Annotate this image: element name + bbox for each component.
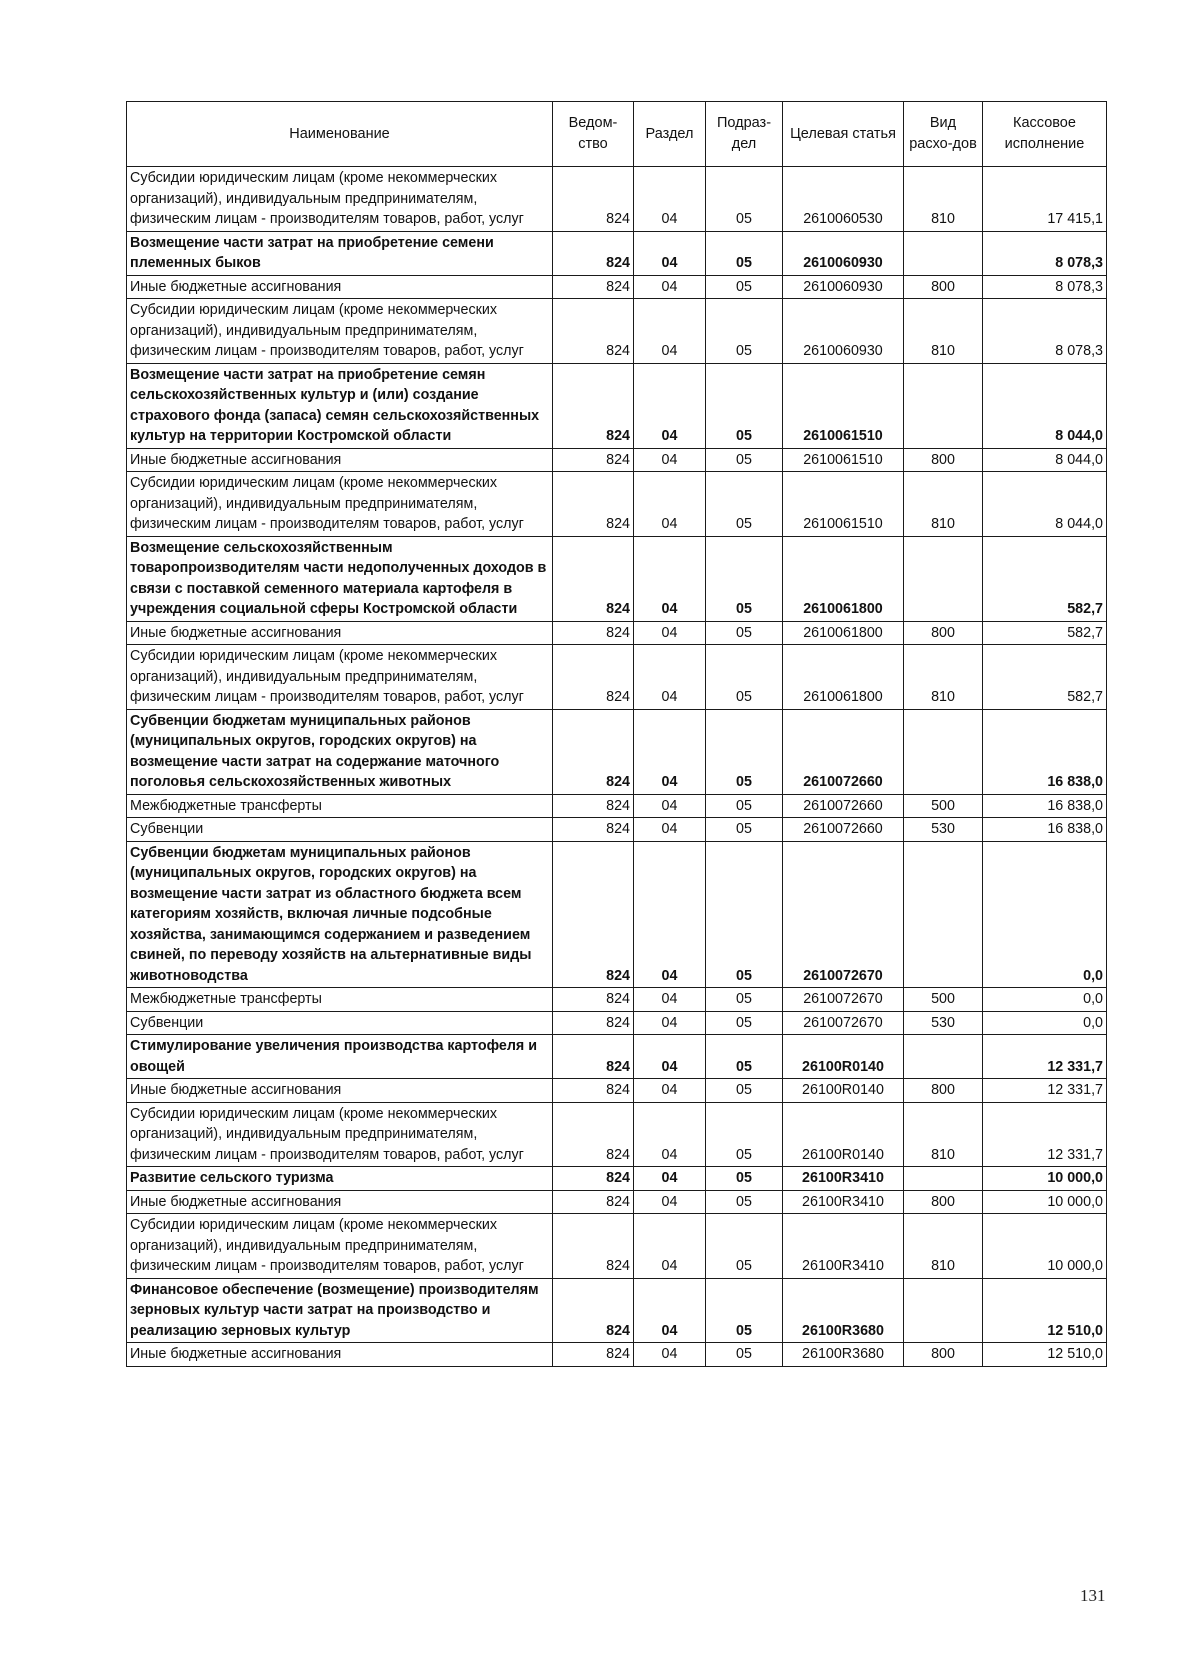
cell-kassovoe-ispolnenie: 16 838,0 [983,818,1107,842]
cell-vedomstvo: 824 [553,1190,634,1214]
cell-kassovoe-ispolnenie: 12 331,7 [983,1079,1107,1103]
cell-razdel: 04 [634,299,706,364]
cell-kassovoe-ispolnenie: 8 078,3 [983,299,1107,364]
cell-vid-rashodov: 810 [904,1214,983,1279]
table-row [127,167,1107,232]
cell-razdel: 04 [634,231,706,275]
cell-kassovoe-ispolnenie: 12 510,0 [983,1343,1107,1367]
cell-name: Возмещение части затрат на приобретение семени племенных быков [127,231,553,275]
cell-vedomstvo: 824 [553,363,634,448]
cell-name: Субсидии юридическим лицам (кроме некоммерческих организаций), индивидуальным предпринимателям, физическим лицам - производителям товаров, работ, услуг [127,1102,553,1167]
cell-podrazdel: 05 [706,275,783,299]
cell-name: Субвенции [127,1011,553,1035]
cell-celevaya-statya: 2610072670 [783,1011,904,1035]
table-row [127,1190,1107,1214]
cell-razdel: 04 [634,794,706,818]
cell-vid-rashodov: 810 [904,299,983,364]
cell-kassovoe-ispolnenie: 0,0 [983,988,1107,1012]
cell-kassovoe-ispolnenie: 582,7 [983,536,1107,621]
cell-podrazdel: 05 [706,1167,783,1191]
cell-podrazdel: 05 [706,1102,783,1167]
cell-kassovoe-ispolnenie: 8 078,3 [983,231,1107,275]
cell-vedomstvo: 824 [553,988,634,1012]
cell-vid-rashodov: 800 [904,448,983,472]
cell-podrazdel: 05 [706,1343,783,1367]
header-vid-rashodov: Вид расхо-дов [904,102,983,167]
cell-razdel: 04 [634,1190,706,1214]
cell-vedomstvo: 824 [553,167,634,232]
table-row [127,1343,1107,1367]
table-row [127,1214,1107,1279]
cell-vedomstvo: 824 [553,1278,634,1343]
cell-vedomstvo: 824 [553,794,634,818]
cell-kassovoe-ispolnenie: 582,7 [983,621,1107,645]
cell-kassovoe-ispolnenie: 10 000,0 [983,1214,1107,1279]
cell-kassovoe-ispolnenie: 12 331,7 [983,1035,1107,1079]
cell-celevaya-statya: 26100R0140 [783,1035,904,1079]
cell-podrazdel: 05 [706,231,783,275]
cell-podrazdel: 05 [706,1035,783,1079]
cell-celevaya-statya: 2610061510 [783,448,904,472]
table-row [127,988,1107,1012]
cell-podrazdel: 05 [706,818,783,842]
cell-name: Иные бюджетные ассигнования [127,1079,553,1103]
cell-name: Субсидии юридическим лицам (кроме некоммерческих организаций), индивидуальным предпринимателям, физическим лицам - производителям товаров, работ, услуг [127,1214,553,1279]
cell-razdel: 04 [634,1079,706,1103]
cell-vid-rashodov [904,841,983,988]
cell-razdel: 04 [634,1035,706,1079]
cell-vedomstvo: 824 [553,231,634,275]
cell-vedomstvo: 824 [553,1214,634,1279]
cell-podrazdel: 05 [706,841,783,988]
cell-kassovoe-ispolnenie: 12 510,0 [983,1278,1107,1343]
cell-celevaya-statya: 26100R3410 [783,1190,904,1214]
table-row [127,448,1107,472]
cell-podrazdel: 05 [706,448,783,472]
cell-podrazdel: 05 [706,1011,783,1035]
table-header-row [127,102,1107,167]
header-kassovoe-ispolnenie: Кассовое исполнение [983,102,1107,167]
cell-vedomstvo: 824 [553,645,634,710]
table-row [127,536,1107,621]
cell-razdel: 04 [634,536,706,621]
cell-name: Стимулирование увеличения производства картофеля и овощей [127,1035,553,1079]
cell-razdel: 04 [634,1102,706,1167]
cell-name: Субвенции бюджетам муниципальных районов (муниципальных округов, городских округов) на возмещение части затрат из областного бюджета всем категориям хозяйств, включая личные подсобные хозяйства, занимающимся содержанием и разведением свиней, по переводу хозяйств на альтернативные виды животноводства [127,841,553,988]
table-row [127,1035,1107,1079]
cell-name: Межбюджетные трансферты [127,794,553,818]
cell-razdel: 04 [634,645,706,710]
cell-celevaya-statya: 26100R0140 [783,1079,904,1103]
cell-celevaya-statya: 2610061800 [783,536,904,621]
cell-vid-rashodov: 500 [904,988,983,1012]
cell-vid-rashodov: 530 [904,818,983,842]
page-number: 131 [1080,1586,1106,1605]
cell-name: Субсидии юридическим лицам (кроме некоммерческих организаций), индивидуальным предпринимателям, физическим лицам - производителям товаров, работ, услуг [127,299,553,364]
table-row [127,231,1107,275]
cell-celevaya-statya: 2610060930 [783,231,904,275]
cell-razdel: 04 [634,363,706,448]
cell-podrazdel: 05 [706,645,783,710]
cell-name: Иные бюджетные ассигнования [127,275,553,299]
cell-kassovoe-ispolnenie: 12 331,7 [983,1102,1107,1167]
cell-vid-rashodov: 800 [904,1190,983,1214]
cell-celevaya-statya: 2610072670 [783,841,904,988]
cell-vid-rashodov: 810 [904,167,983,232]
cell-name: Субсидии юридическим лицам (кроме некоммерческих организаций), индивидуальным предпринимателям, физическим лицам - производителям товаров, работ, услуг [127,167,553,232]
cell-celevaya-statya: 2610061800 [783,645,904,710]
cell-kassovoe-ispolnenie: 16 838,0 [983,709,1107,794]
cell-kassovoe-ispolnenie: 8 044,0 [983,472,1107,537]
cell-vedomstvo: 824 [553,709,634,794]
cell-celevaya-statya: 2610060930 [783,299,904,364]
cell-razdel: 04 [634,1278,706,1343]
cell-vedomstvo: 824 [553,1079,634,1103]
cell-vid-rashodov [904,709,983,794]
table-row [127,1167,1107,1191]
cell-celevaya-statya: 2610061800 [783,621,904,645]
cell-kassovoe-ispolnenie: 16 838,0 [983,794,1107,818]
cell-celevaya-statya: 26100R3410 [783,1214,904,1279]
table-row [127,818,1107,842]
cell-razdel: 04 [634,1343,706,1367]
table-row [127,472,1107,537]
cell-name: Субсидии юридическим лицам (кроме некоммерческих организаций), индивидуальным предпринимателям, физическим лицам - производителям товаров, работ, услуг [127,645,553,710]
cell-razdel: 04 [634,621,706,645]
cell-vedomstvo: 824 [553,536,634,621]
cell-vedomstvo: 824 [553,1035,634,1079]
cell-name: Иные бюджетные ассигнования [127,1343,553,1367]
cell-razdel: 04 [634,988,706,1012]
cell-vid-rashodov: 800 [904,1343,983,1367]
cell-podrazdel: 05 [706,167,783,232]
cell-vedomstvo: 824 [553,1167,634,1191]
cell-celevaya-statya: 2610072670 [783,988,904,1012]
header-vedomstvo: Ведом-ство [553,102,634,167]
cell-podrazdel: 05 [706,1190,783,1214]
cell-kassovoe-ispolnenie: 10 000,0 [983,1167,1107,1191]
table-row [127,299,1107,364]
cell-celevaya-statya: 2610060930 [783,275,904,299]
table-row [127,1278,1107,1343]
cell-razdel: 04 [634,841,706,988]
cell-name: Межбюджетные трансферты [127,988,553,1012]
cell-celevaya-statya: 26100R3680 [783,1343,904,1367]
cell-kassovoe-ispolnenie: 582,7 [983,645,1107,710]
cell-kassovoe-ispolnenie: 8 044,0 [983,448,1107,472]
cell-vid-rashodov: 810 [904,472,983,537]
cell-name: Иные бюджетные ассигнования [127,448,553,472]
cell-vid-rashodov: 800 [904,275,983,299]
table-row [127,1102,1107,1167]
cell-vid-rashodov: 530 [904,1011,983,1035]
cell-kassovoe-ispolnenie: 8 044,0 [983,363,1107,448]
cell-podrazdel: 05 [706,1278,783,1343]
cell-kassovoe-ispolnenie: 17 415,1 [983,167,1107,232]
cell-name: Возмещение части затрат на приобретение семян сельскохозяйственных культур и (или) создание страхового фонда (запаса) семян сельскохозяйственных культур на территории Костромской области [127,363,553,448]
cell-name: Субвенции бюджетам муниципальных районов (муниципальных округов, городских округов) на возмещение части затрат на содержание маточного поголовья сельскохозяйственных животных [127,709,553,794]
cell-celevaya-statya: 2610072660 [783,709,904,794]
table-row [127,709,1107,794]
cell-vid-rashodov: 810 [904,1102,983,1167]
cell-vedomstvo: 824 [553,1343,634,1367]
cell-name: Иные бюджетные ассигнования [127,1190,553,1214]
cell-vedomstvo: 824 [553,472,634,537]
cell-vedomstvo: 824 [553,1011,634,1035]
cell-razdel: 04 [634,448,706,472]
cell-name: Иные бюджетные ассигнования [127,621,553,645]
cell-kassovoe-ispolnenie: 8 078,3 [983,275,1107,299]
cell-podrazdel: 05 [706,1214,783,1279]
cell-podrazdel: 05 [706,472,783,537]
cell-vedomstvo: 824 [553,448,634,472]
cell-celevaya-statya: 26100R3680 [783,1278,904,1343]
cell-celevaya-statya: 2610061510 [783,363,904,448]
header-podrazdel: Подраз-дел [706,102,783,167]
header-name: Наименование [127,102,553,167]
cell-vid-rashodov: 500 [904,794,983,818]
cell-vedomstvo: 824 [553,818,634,842]
cell-vid-rashodov [904,363,983,448]
cell-vid-rashodov [904,536,983,621]
table-row [127,621,1107,645]
cell-razdel: 04 [634,709,706,794]
cell-name: Развитие сельского туризма [127,1167,553,1191]
cell-podrazdel: 05 [706,363,783,448]
cell-name: Субвенции [127,818,553,842]
cell-razdel: 04 [634,1011,706,1035]
cell-celevaya-statya: 2610072660 [783,818,904,842]
cell-razdel: 04 [634,472,706,537]
cell-kassovoe-ispolnenie: 0,0 [983,1011,1107,1035]
cell-vedomstvo: 824 [553,621,634,645]
table-row [127,275,1107,299]
cell-razdel: 04 [634,1167,706,1191]
table-row [127,794,1107,818]
table-row [127,1079,1107,1103]
cell-podrazdel: 05 [706,1079,783,1103]
header-celevaya-statya: Целевая статья [783,102,904,167]
table-row [127,1011,1107,1035]
cell-celevaya-statya: 2610061510 [783,472,904,537]
table-row [127,363,1107,448]
cell-vid-rashodov [904,1278,983,1343]
cell-kassovoe-ispolnenie: 10 000,0 [983,1190,1107,1214]
cell-celevaya-statya: 26100R3410 [783,1167,904,1191]
cell-vedomstvo: 824 [553,1102,634,1167]
cell-kassovoe-ispolnenie: 0,0 [983,841,1107,988]
cell-vedomstvo: 824 [553,299,634,364]
header-razdel: Раздел [634,102,706,167]
cell-celevaya-statya: 2610060530 [783,167,904,232]
cell-vid-rashodov [904,1035,983,1079]
cell-podrazdel: 05 [706,621,783,645]
cell-razdel: 04 [634,818,706,842]
cell-razdel: 04 [634,275,706,299]
cell-vid-rashodov: 800 [904,1079,983,1103]
cell-vedomstvo: 824 [553,841,634,988]
cell-celevaya-statya: 2610072660 [783,794,904,818]
cell-vid-rashodov [904,231,983,275]
cell-name: Возмещение сельскохозяйственным товаропроизводителям части недополученных доходов в связи с поставкой семенного материала картофеля в учреждения социальной сферы Костромской области [127,536,553,621]
table-row [127,841,1107,988]
cell-celevaya-statya: 26100R0140 [783,1102,904,1167]
cell-name: Финансовое обеспечение (возмещение) производителям зерновых культур части затрат на производство и реализацию зерновых культур [127,1278,553,1343]
cell-vid-rashodov: 810 [904,645,983,710]
cell-podrazdel: 05 [706,536,783,621]
budget-execution-table [126,101,1107,1367]
cell-razdel: 04 [634,1214,706,1279]
cell-podrazdel: 05 [706,794,783,818]
cell-vedomstvo: 824 [553,275,634,299]
cell-name: Субсидии юридическим лицам (кроме некоммерческих организаций), индивидуальным предпринимателям, физическим лицам - производителям товаров, работ, услуг [127,472,553,537]
cell-vid-rashodov: 800 [904,621,983,645]
cell-vid-rashodov [904,1167,983,1191]
table-body [127,167,1107,1367]
cell-podrazdel: 05 [706,988,783,1012]
table-row [127,645,1107,710]
cell-razdel: 04 [634,167,706,232]
cell-podrazdel: 05 [706,299,783,364]
cell-podrazdel: 05 [706,709,783,794]
